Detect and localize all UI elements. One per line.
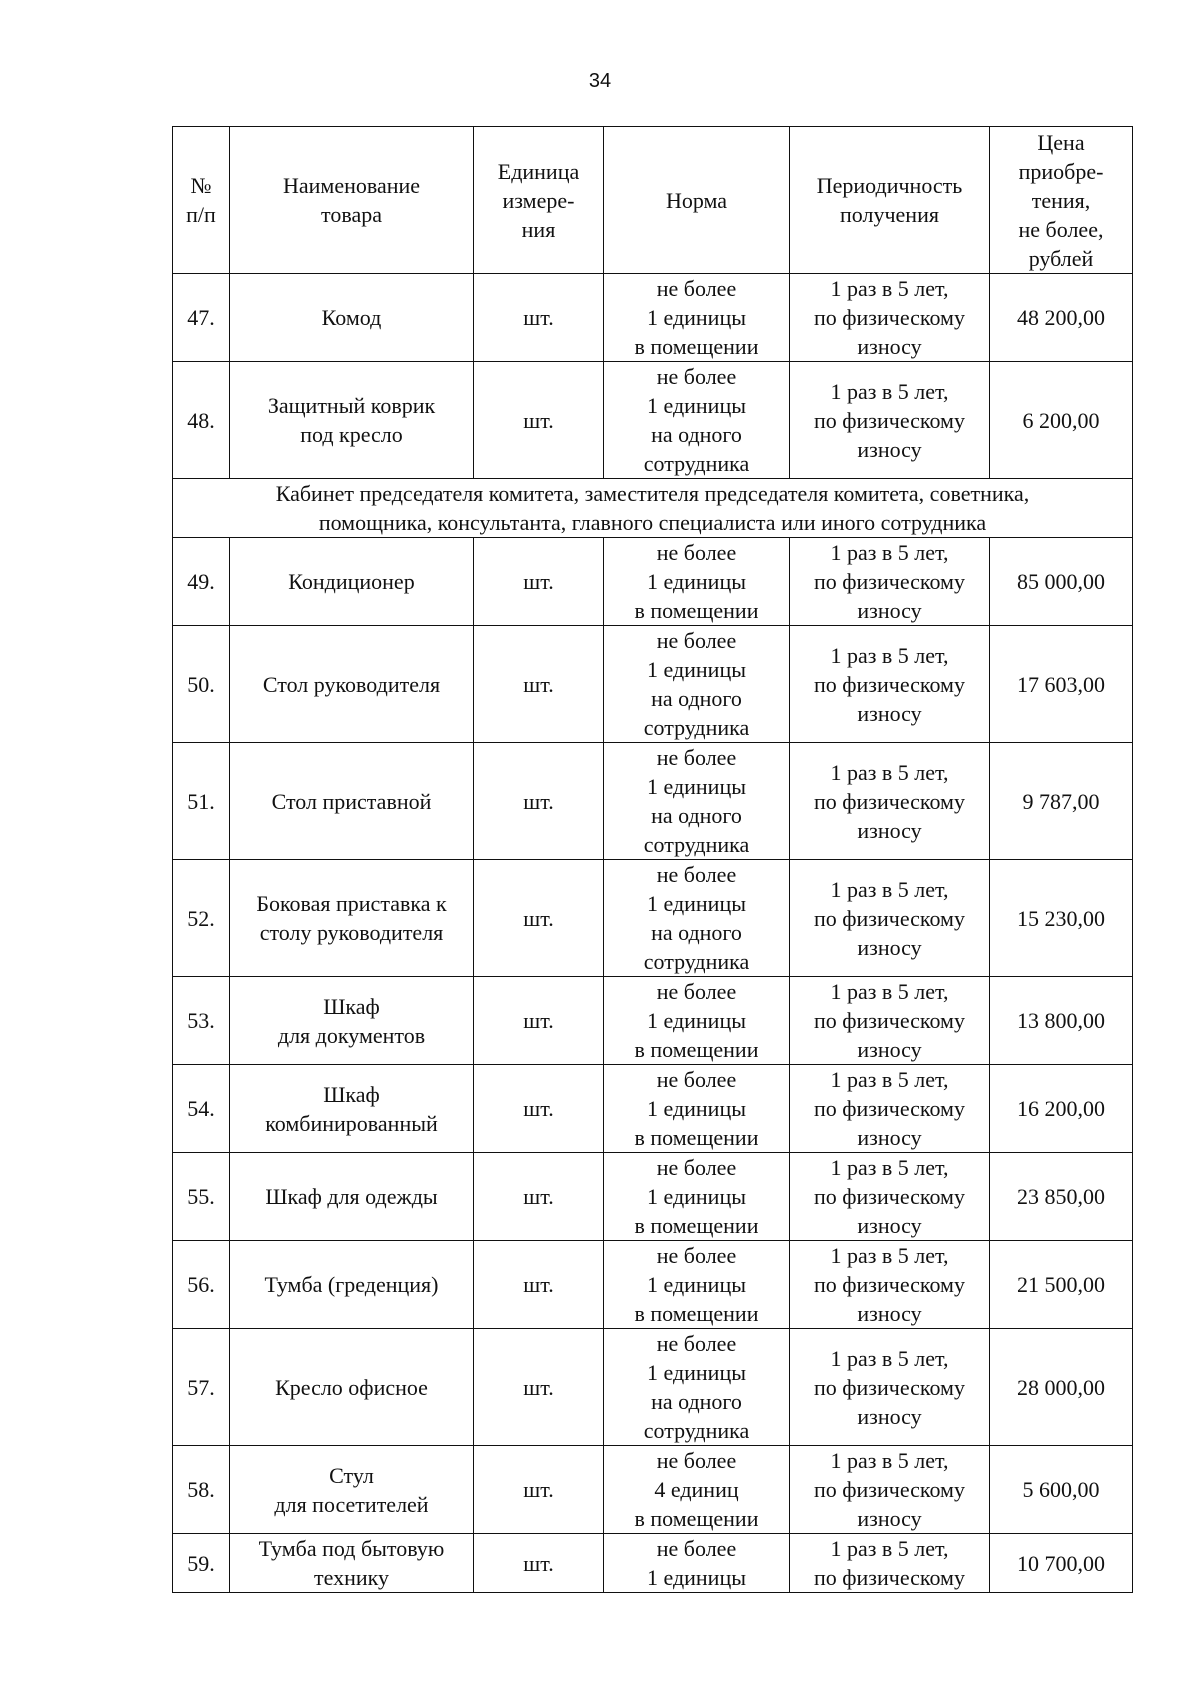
table-header-row [173,127,1133,274]
unit-cell: шт. [474,1065,604,1153]
row-number: 52. [173,860,230,977]
price-cell: 13 800,00 [990,977,1133,1065]
row-number: 59. [173,1534,230,1593]
price-cell: 23 850,00 [990,1153,1133,1241]
table-row [173,626,1133,743]
item-name: Стол приставной [230,743,474,860]
table-row [173,274,1133,362]
norm-cell: не более 1 единицы на одного сотрудника [604,743,790,860]
item-name: Тумба под бытовую технику [230,1534,474,1593]
table-row [173,538,1133,626]
price-cell: 28 000,00 [990,1329,1133,1446]
unit-cell: шт. [474,977,604,1065]
norm-cell: не более 4 единиц в помещении [604,1446,790,1534]
table-row [173,1153,1133,1241]
norm-cell: не более 1 единицы в помещении [604,1153,790,1241]
period-cell: 1 раз в 5 лет, по физическому износу [790,274,990,362]
price-cell: 21 500,00 [990,1241,1133,1329]
table-row [173,1329,1133,1446]
header-name: Наименование товара [230,127,474,274]
item-name: Комод [230,274,474,362]
item-name: Кресло офисное [230,1329,474,1446]
table-body [173,274,1133,1593]
period-cell: 1 раз в 5 лет, по физическому износу [790,743,990,860]
page-number: 34 [588,70,612,92]
price-cell: 6 200,00 [990,362,1133,479]
item-name: Шкаф для документов [230,977,474,1065]
row-number: 48. [173,362,230,479]
period-cell: 1 раз в 5 лет, по физическому износу [790,538,990,626]
norm-cell: не более 1 единицы на одного сотрудника [604,1329,790,1446]
item-name: Защитный коврик под кресло [230,362,474,479]
price-cell: 48 200,00 [990,274,1133,362]
unit-cell: шт. [474,1329,604,1446]
row-number: 50. [173,626,230,743]
header-period: Периодичность получения [790,127,990,274]
table-row [173,1065,1133,1153]
norms-table [172,126,1133,1593]
table-row [173,860,1133,977]
row-number: 57. [173,1329,230,1446]
unit-cell: шт. [474,1446,604,1534]
unit-cell: шт. [474,743,604,860]
table-row [173,1534,1133,1593]
section-title: Кабинет председателя комитета, заместителя председателя комитета, советника, помощника, консультанта, главного специалиста или иного сотрудника [173,479,1133,538]
period-cell: 1 раз в 5 лет, по физическому износу [790,626,990,743]
unit-cell: шт. [474,1153,604,1241]
period-cell: 1 раз в 5 лет, по физическому износу [790,860,990,977]
row-number: 49. [173,538,230,626]
period-cell: 1 раз в 5 лет, по физическому износу [790,1446,990,1534]
section-row [173,479,1133,538]
table-row [173,1446,1133,1534]
price-cell: 85 000,00 [990,538,1133,626]
period-cell: 1 раз в 5 лет, по физическому износу [790,1241,990,1329]
price-cell: 9 787,00 [990,743,1133,860]
norm-cell: не более 1 единицы на одного сотрудника [604,626,790,743]
item-name: Кондиционер [230,538,474,626]
row-number: 51. [173,743,230,860]
price-cell: 15 230,00 [990,860,1133,977]
period-cell: 1 раз в 5 лет, по физическому износу [790,977,990,1065]
norm-cell: не более 1 единицы в помещении [604,1241,790,1329]
norm-cell: не более 1 единицы в помещении [604,274,790,362]
unit-cell: шт. [474,1241,604,1329]
price-cell: 16 200,00 [990,1065,1133,1153]
item-name: Шкаф для одежды [230,1153,474,1241]
table-row [173,1241,1133,1329]
period-cell: 1 раз в 5 лет, по физическому износу [790,1329,990,1446]
norm-cell: не более 1 единицы в помещении [604,538,790,626]
unit-cell: шт. [474,538,604,626]
row-number: 58. [173,1446,230,1534]
table-row [173,743,1133,860]
header-number: № п/п [173,127,230,274]
item-name: Стул для посетителей [230,1446,474,1534]
norm-cell: не более 1 единицы [604,1534,790,1593]
price-cell: 5 600,00 [990,1446,1133,1534]
norm-cell: не более 1 единицы в помещении [604,1065,790,1153]
row-number: 47. [173,274,230,362]
table-row [173,977,1133,1065]
period-cell: 1 раз в 5 лет, по физическому износу [790,1153,990,1241]
period-cell: 1 раз в 5 лет, по физическому износу [790,1065,990,1153]
unit-cell: шт. [474,860,604,977]
item-name: Тумба (греденция) [230,1241,474,1329]
norm-cell: не более 1 единицы на одного сотрудника [604,362,790,479]
header-price: Цена приобре- тения, не более, рублей [990,127,1133,274]
item-name: Шкаф комбинированный [230,1065,474,1153]
item-name: Стол руководителя [230,626,474,743]
header-unit: Единица измере- ния [474,127,604,274]
row-number: 56. [173,1241,230,1329]
table-row [173,362,1133,479]
norm-cell: не более 1 единицы в помещении [604,977,790,1065]
price-cell: 17 603,00 [990,626,1133,743]
row-number: 53. [173,977,230,1065]
unit-cell: шт. [474,362,604,479]
unit-cell: шт. [474,1534,604,1593]
unit-cell: шт. [474,626,604,743]
row-number: 54. [173,1065,230,1153]
norm-cell: не более 1 единицы на одного сотрудника [604,860,790,977]
item-name: Боковая приставка к столу руководителя [230,860,474,977]
header-norm: Норма [604,127,790,274]
price-cell: 10 700,00 [990,1534,1133,1593]
unit-cell: шт. [474,274,604,362]
row-number: 55. [173,1153,230,1241]
period-cell: 1 раз в 5 лет, по физическому [790,1534,990,1593]
period-cell: 1 раз в 5 лет, по физическому износу [790,362,990,479]
